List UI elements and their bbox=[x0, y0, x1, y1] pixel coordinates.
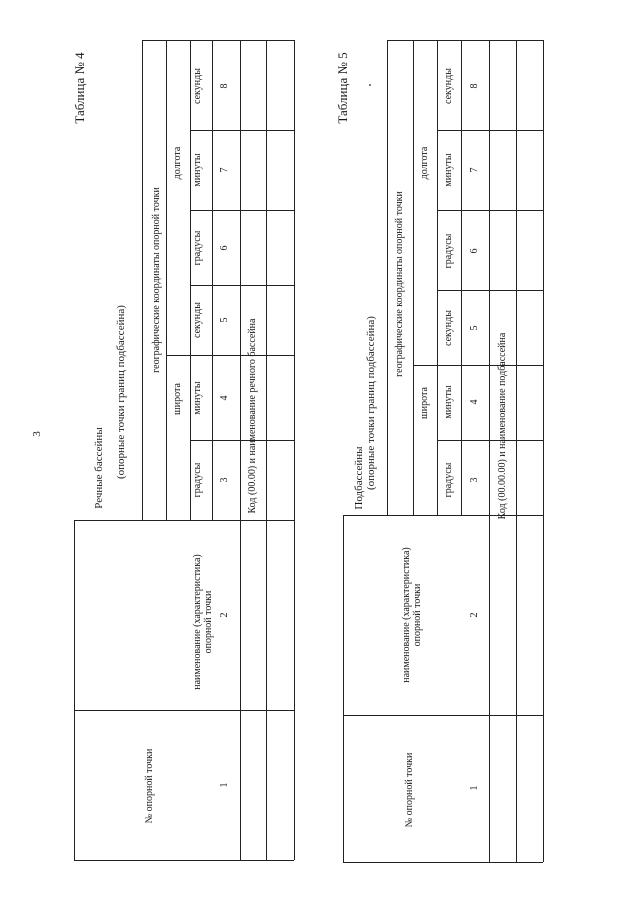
t4-right bbox=[294, 40, 295, 860]
t5-left bbox=[343, 515, 344, 862]
t5-num-1: 1 bbox=[469, 785, 480, 791]
table-4-label: Таблица № 4 bbox=[72, 52, 87, 124]
t5-row-numbers bbox=[489, 40, 490, 862]
t4-row-coords bbox=[166, 40, 167, 520]
t4-left bbox=[74, 520, 75, 860]
t4-hdr-top bbox=[74, 520, 142, 521]
t5-num-3: 3 bbox=[469, 477, 480, 483]
t5-code-row: Код (00.00.00) и наименование подбассейна bbox=[497, 332, 508, 520]
t4-lat-degrees: градусы bbox=[192, 462, 203, 498]
t5-lat-seconds: секунды bbox=[443, 310, 454, 346]
t4-lat-seconds: секунды bbox=[192, 302, 203, 338]
t5-num-5: 5 bbox=[469, 325, 480, 331]
t5-lon-seconds: секунды bbox=[443, 68, 454, 104]
t5-col-coords: географические координаты опорной точки bbox=[394, 191, 405, 377]
t4-lon-seconds: секунды bbox=[192, 68, 203, 104]
t4-num-1: 1 bbox=[219, 782, 230, 788]
t5-hdr-top bbox=[343, 515, 387, 516]
t5-lon-degrees: градусы bbox=[443, 233, 454, 269]
t4-lat-minutes: минуты bbox=[192, 381, 203, 415]
t4-num-2: 2 bbox=[219, 612, 230, 618]
t5-sep-a bbox=[343, 715, 543, 716]
t4-num-6: 6 bbox=[219, 245, 230, 251]
t5-num-4: 4 bbox=[469, 399, 480, 405]
t4-row-numbers bbox=[240, 40, 241, 860]
t5-sep-e bbox=[437, 290, 543, 291]
t5-row-code bbox=[516, 40, 517, 862]
t5-col-name-text: наименование (характеристика) опорной точки bbox=[401, 547, 423, 683]
t5-sep-c bbox=[437, 440, 543, 441]
t4-sep-c bbox=[190, 440, 294, 441]
t5-col-longitude: долгота bbox=[419, 146, 430, 180]
t5-sep-f bbox=[437, 210, 543, 211]
t4-col-longitude: долгота bbox=[172, 146, 183, 180]
table-5-label: Таблица № 5 bbox=[335, 52, 350, 124]
t4-num-5: 5 bbox=[219, 317, 230, 323]
t4-top bbox=[142, 40, 294, 41]
t4-num-4: 4 bbox=[219, 395, 230, 401]
t4-num-7: 7 bbox=[219, 167, 230, 173]
t4-col-point-no: № опорной точки bbox=[144, 748, 155, 824]
t4-row-sub bbox=[212, 40, 213, 520]
t5-left-hdr bbox=[387, 40, 388, 515]
t5-col-point-no: № опорной точки bbox=[404, 752, 415, 828]
t5-col-latitude: широта bbox=[419, 387, 430, 419]
t4-lon-minutes: минуты bbox=[192, 153, 203, 187]
table-5-title: Подбассейны bbox=[353, 446, 365, 510]
t5-lat-degrees: градусы bbox=[443, 462, 454, 498]
t4-bottom bbox=[74, 860, 294, 861]
t4-sep-g bbox=[190, 130, 294, 131]
t4-num-8: 8 bbox=[219, 83, 230, 89]
t4-col-name-text: наименование (характеристика) опорной точки bbox=[192, 554, 214, 690]
t5-num-8: 8 bbox=[469, 83, 480, 89]
t4-sep-e bbox=[190, 285, 294, 286]
t5-col-name bbox=[401, 515, 427, 715]
t5-num-7: 7 bbox=[469, 167, 480, 173]
t5-bottom bbox=[343, 862, 543, 863]
t4-col-name bbox=[192, 522, 218, 722]
t4-row-code bbox=[266, 40, 267, 860]
scan-speck bbox=[369, 84, 371, 86]
t5-top bbox=[387, 40, 543, 41]
t4-left-hdr bbox=[142, 40, 143, 520]
t4-col-coords: географические координаты опорной точки bbox=[151, 187, 162, 373]
t4-sep-b bbox=[142, 520, 294, 521]
t4-sep-d bbox=[166, 355, 294, 356]
t5-row-coords bbox=[413, 40, 414, 515]
t5-num-2: 2 bbox=[469, 612, 480, 618]
t5-num-6: 6 bbox=[469, 248, 480, 254]
t4-code-row: Код (00.00) и наименование речного бассейна bbox=[247, 318, 258, 514]
table-4-subtitle: (опорные точки границ подбассейна) bbox=[115, 305, 127, 479]
t4-sep-a bbox=[74, 710, 294, 711]
t4-col-latitude: широта bbox=[172, 383, 183, 415]
table-4-title: Речные бассейны bbox=[93, 427, 105, 509]
t5-row-latlong bbox=[437, 40, 438, 515]
t5-right bbox=[543, 40, 544, 862]
t4-lon-degrees: градусы bbox=[192, 230, 203, 266]
table-5-subtitle: (опорные точки границ подбассейна) bbox=[365, 316, 377, 490]
t4-num-3: 3 bbox=[219, 477, 230, 483]
t5-lat-minutes: минуты bbox=[443, 385, 454, 419]
page-number: 3 bbox=[31, 431, 43, 437]
t5-lon-minutes: минуты bbox=[443, 153, 454, 187]
t5-sep-g bbox=[437, 130, 543, 131]
t4-row-latlong bbox=[190, 40, 191, 520]
t4-sep-f bbox=[190, 210, 294, 211]
t5-sep-d bbox=[413, 365, 543, 366]
t5-row-sub bbox=[461, 40, 462, 515]
